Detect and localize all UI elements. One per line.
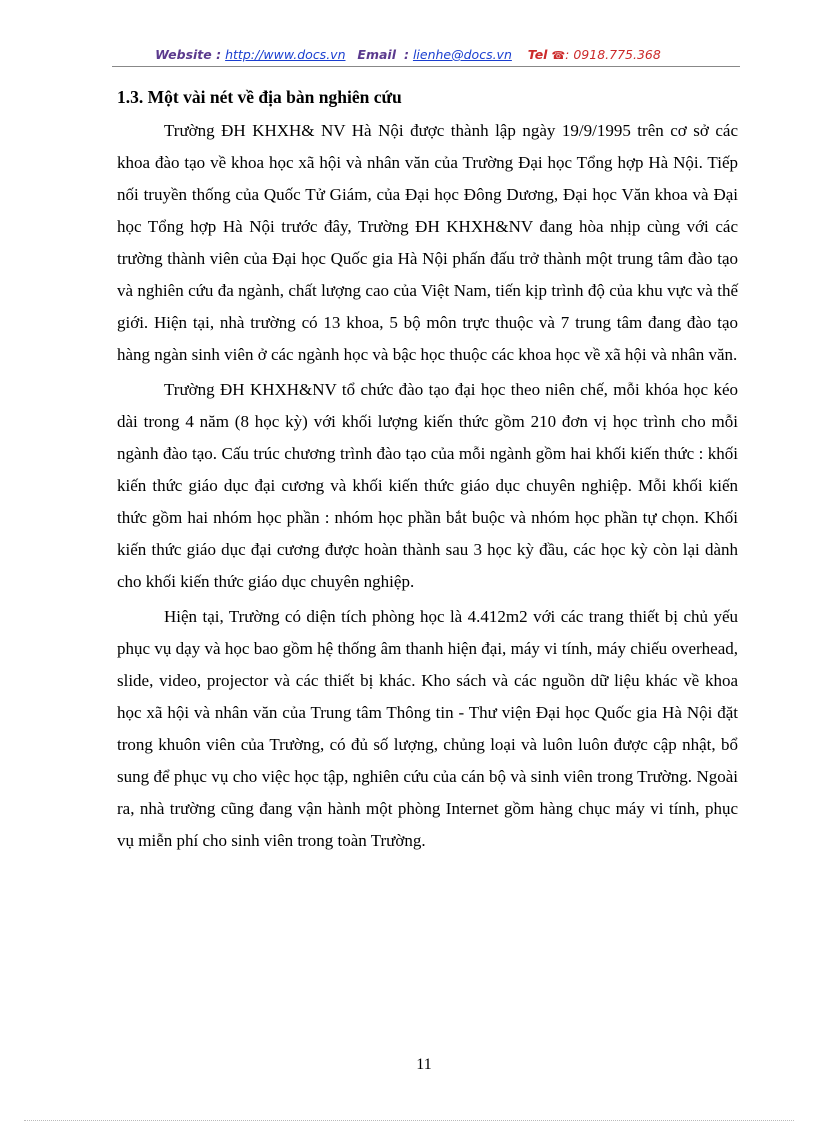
footer-divider: [24, 1120, 794, 1121]
website-label: Website :: [155, 47, 222, 62]
paragraph-3: Hiện tại, Trường có diện tích phòng học là 4.412m2 với các trang thiết bị chủ yếu phục vụ dạy và học bao gồm hệ thống âm thanh hiện đại, máy vi tính, máy chiếu overhead, slide, video, projector và các thiết bị khác. Kho sách và các nguồn dữ liệu khác về khoa học xã hội và nhân văn của Trung tâm Thông tin - Thư viện Đại học Quốc gia Hà Nội đặt trong khuôn viên của Trường, có đủ số lượng, chủng loại và luôn luôn được cập nhật, bổ sung để phục vụ cho việc học tập, nghiên cứu của cán bộ và sinh viên trong Trường. Ngoài ra, nhà trường cũng đang vận hành một phòng Internet gồm hàng chục máy vi tính, phục vụ miễn phí cho sinh viên trong toàn Trường.: [117, 607, 738, 850]
email-separator: :: [403, 47, 409, 62]
document-body: [117, 85, 738, 857]
page-number: 11: [416, 1056, 432, 1073]
email-link[interactable]: lienhe@docs.vn: [412, 47, 512, 62]
email-label: Email: [357, 47, 396, 62]
paragraph-2: Trường ĐH KHXH&NV tổ chức đào tạo đại học theo niên chế, mỗi khóa học kéo dài trong 4 năm (8 học kỳ) với khối lượng kiến thức gồm 210 đơn vị học trình cho mỗi ngành đào tạo. Cấu trúc chương trình đào tạo của mỗi ngành gồm hai khối kiến thức : khối kiến thức giáo dục đại cương và khối kiến thức giáo dục chuyên nghiệp. Mỗi khối kiến thức gồm hai nhóm học phần : nhóm học phần bắt buộc và nhóm học phần tự chọn. Khối kiến thức giáo dục đại cương được hoàn thành sau 3 học kỳ đầu, các học kỳ còn lại dành cho khối kiến thức giáo dục chuyên nghiệp.: [117, 380, 738, 591]
header-divider: [112, 66, 740, 67]
page-header: [0, 47, 816, 62]
paragraph-1: Trường ĐH KHXH& NV Hà Nội được thành lập ngày 19/9/1995 trên cơ sở các khoa đào tạo về khoa học xã hội và nhân văn của Trường Đại học Tổng hợp Hà Nội. Tiếp nối truyền thống của Quốc Tử Giám, của Đại học Đông Dương, Đại học Văn khoa và Đại học Tổng hợp Hà Nội trước đây, Trường ĐH KHXH&NV đang hòa nhịp cùng với các trường thành viên của Đại học Quốc gia Hà Nội phấn đấu trở thành một trung tâm đào tạo và nghiên cứu đa ngành, chất lượng cao của Việt Nam, tiến kịp trình độ của khu vực và thế giới. Hiện tại, nhà trường có 13 khoa, 5 bộ môn trực thuộc và 7 trung tâm đang đào tạo hàng ngàn sinh viên ở các ngành học và bậc học thuộc các khoa học về xã hội và nhân văn.: [117, 121, 738, 364]
phone-icon: ☎: [551, 49, 566, 62]
tel-label: Tel: [527, 47, 548, 62]
tel-number: : 0918.775.368: [565, 47, 661, 62]
section-title: 1.3. Một vài nét về địa bàn nghiên cứu: [117, 87, 402, 107]
website-link[interactable]: http://www.docs.vn: [225, 47, 346, 62]
